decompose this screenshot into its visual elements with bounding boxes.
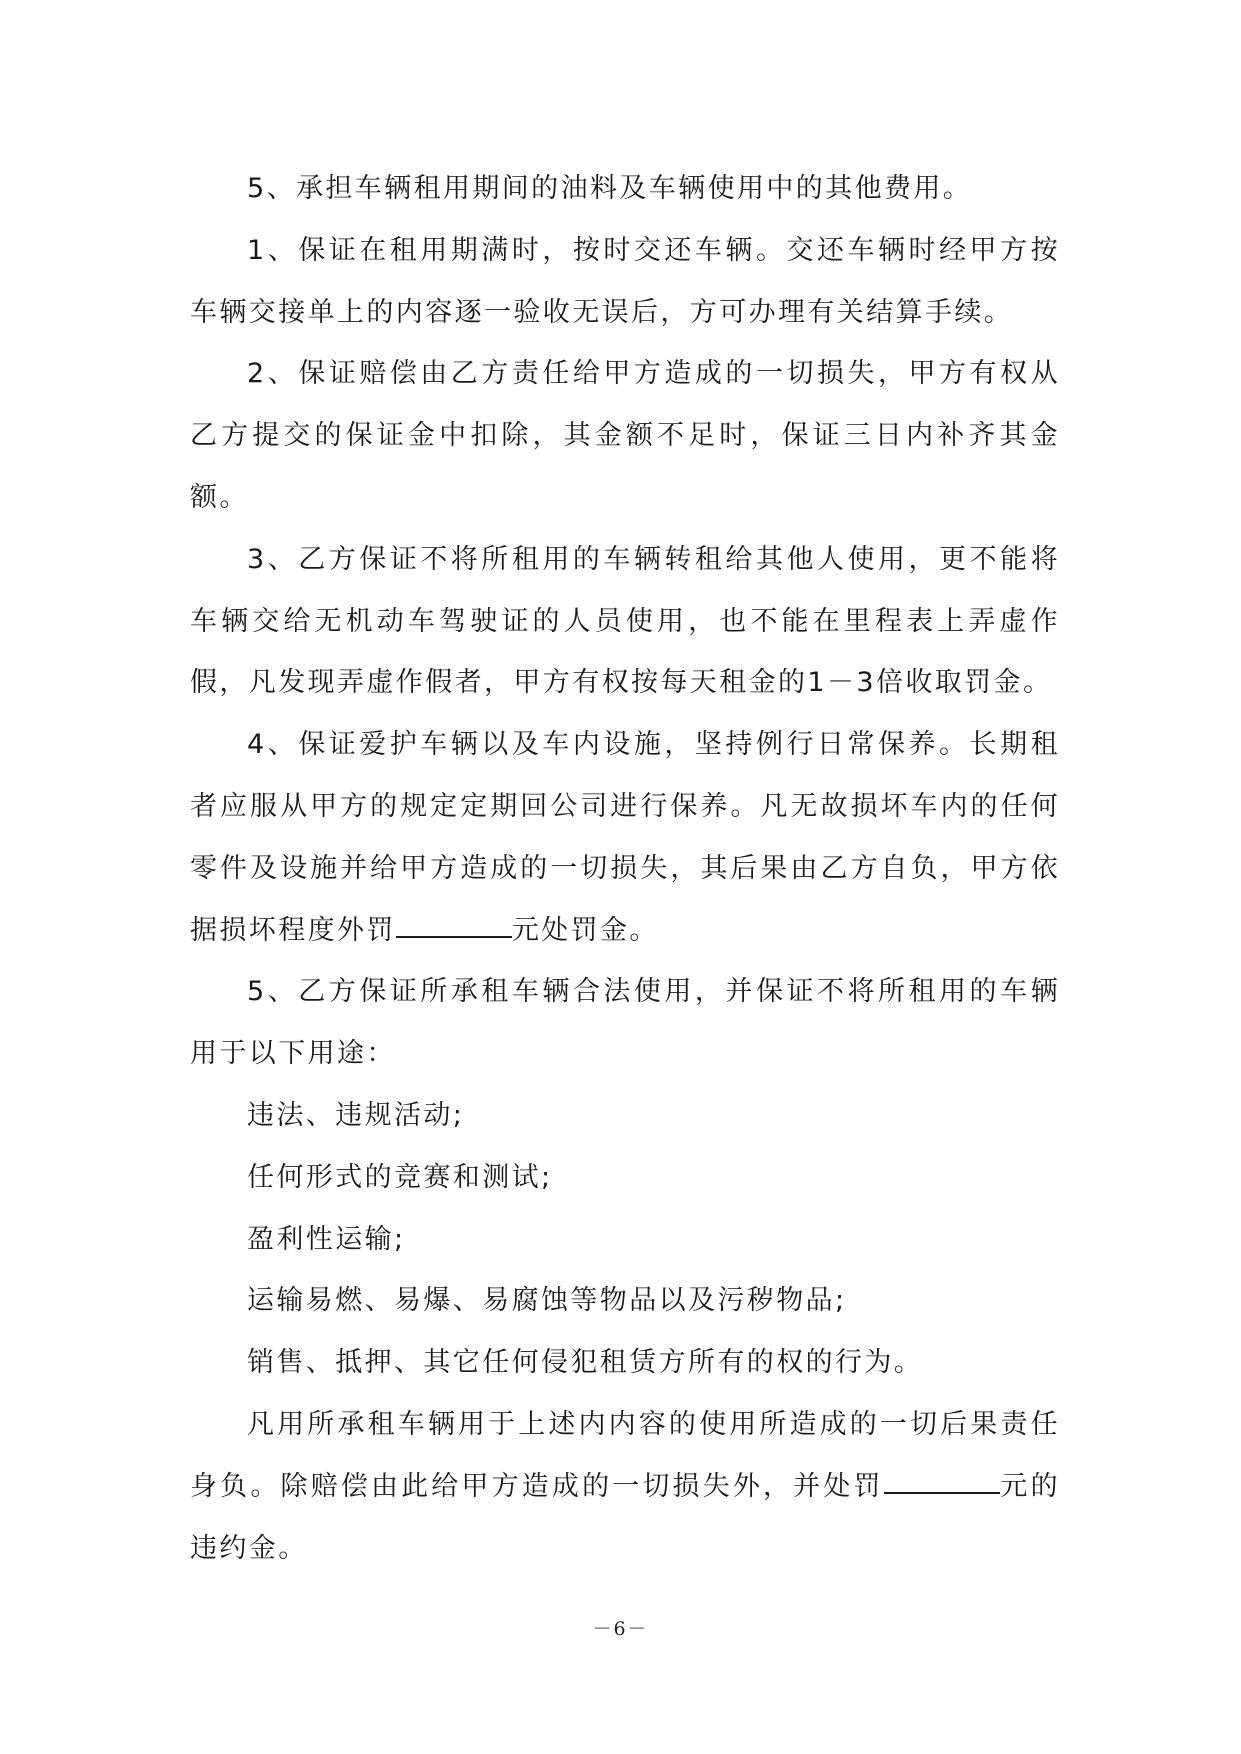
paragraph-maintenance-tail: 元处罚金。 (511, 914, 659, 946)
fill-in-blank (884, 1488, 1000, 1494)
paragraph-liability (190, 1394, 1060, 1579)
paragraph-no-sublease: 3、乙方保证不将所租用的车辆转租给其他人使用，更不能将车辆交给无机动车驾驶证的人员使用，也不能在里程表上弄虚作假，凡发现弄虚作假者，甲方有权按每天租金的1－3倍收取罚金。 (190, 543, 1060, 699)
paragraph-return-vehicle: 1、保证在租用期满时，按时交还车辆。交还车辆时经甲方按车辆交接单上的内容逐一验收无误后，方可办理有关结算手续。 (190, 234, 1060, 328)
list-item-sale-mortgage: 销售、抵押、其它任何侵犯租赁方所有的权的行为。 (247, 1347, 924, 1379)
list-item-commercial-transport: 盈利性运输; (247, 1223, 406, 1255)
list-item-hazardous-goods: 运输易燃、易爆、易腐蚀等物品以及污秽物品; (247, 1285, 847, 1317)
list-item-racing-testing: 任何形式的竞赛和测试; (247, 1161, 553, 1193)
document-body (190, 158, 1060, 1579)
paragraph-maintenance (190, 714, 1060, 961)
fill-in-blank (396, 932, 512, 938)
paragraph-liability-tail: 元的违约金。 (190, 1470, 1060, 1564)
list-item-illegal-activity: 违法、违规活动; (247, 1099, 465, 1131)
paragraph-liability-text: 凡用所承租车辆用于上述内内容的使用所造成的一切后果责任身负。除赔偿由此给甲方造成的一切损失外，并处罚 (190, 1408, 1060, 1502)
paragraph-lawful-use: 5、乙方保证所承租车辆合法使用，并保证不将所租用的车辆用于以下用途： (190, 976, 1060, 1070)
paragraph-fuel-costs: 5、承担车辆租用期间的油料及车辆使用中的其他费用。 (247, 173, 973, 204)
paragraph-maintenance-text: 4、保证爱护车辆以及车内设施，坚持例行日常保养。长期租者应服从甲方的规定定期回公司进行保养。凡无故损坏车内的任何零件及设施并给甲方造成的一切损失，其后果由乙方自负，甲方依据损坏程度外罚 (190, 729, 1060, 946)
paragraph-compensation: 2、保证赔偿由乙方责任给甲方造成的一切损失，甲方有权从乙方提交的保证金中扣除，其金额不足时，保证三日内补齐其金额。 (190, 358, 1060, 513)
page-number: －6－ (592, 1618, 649, 1640)
